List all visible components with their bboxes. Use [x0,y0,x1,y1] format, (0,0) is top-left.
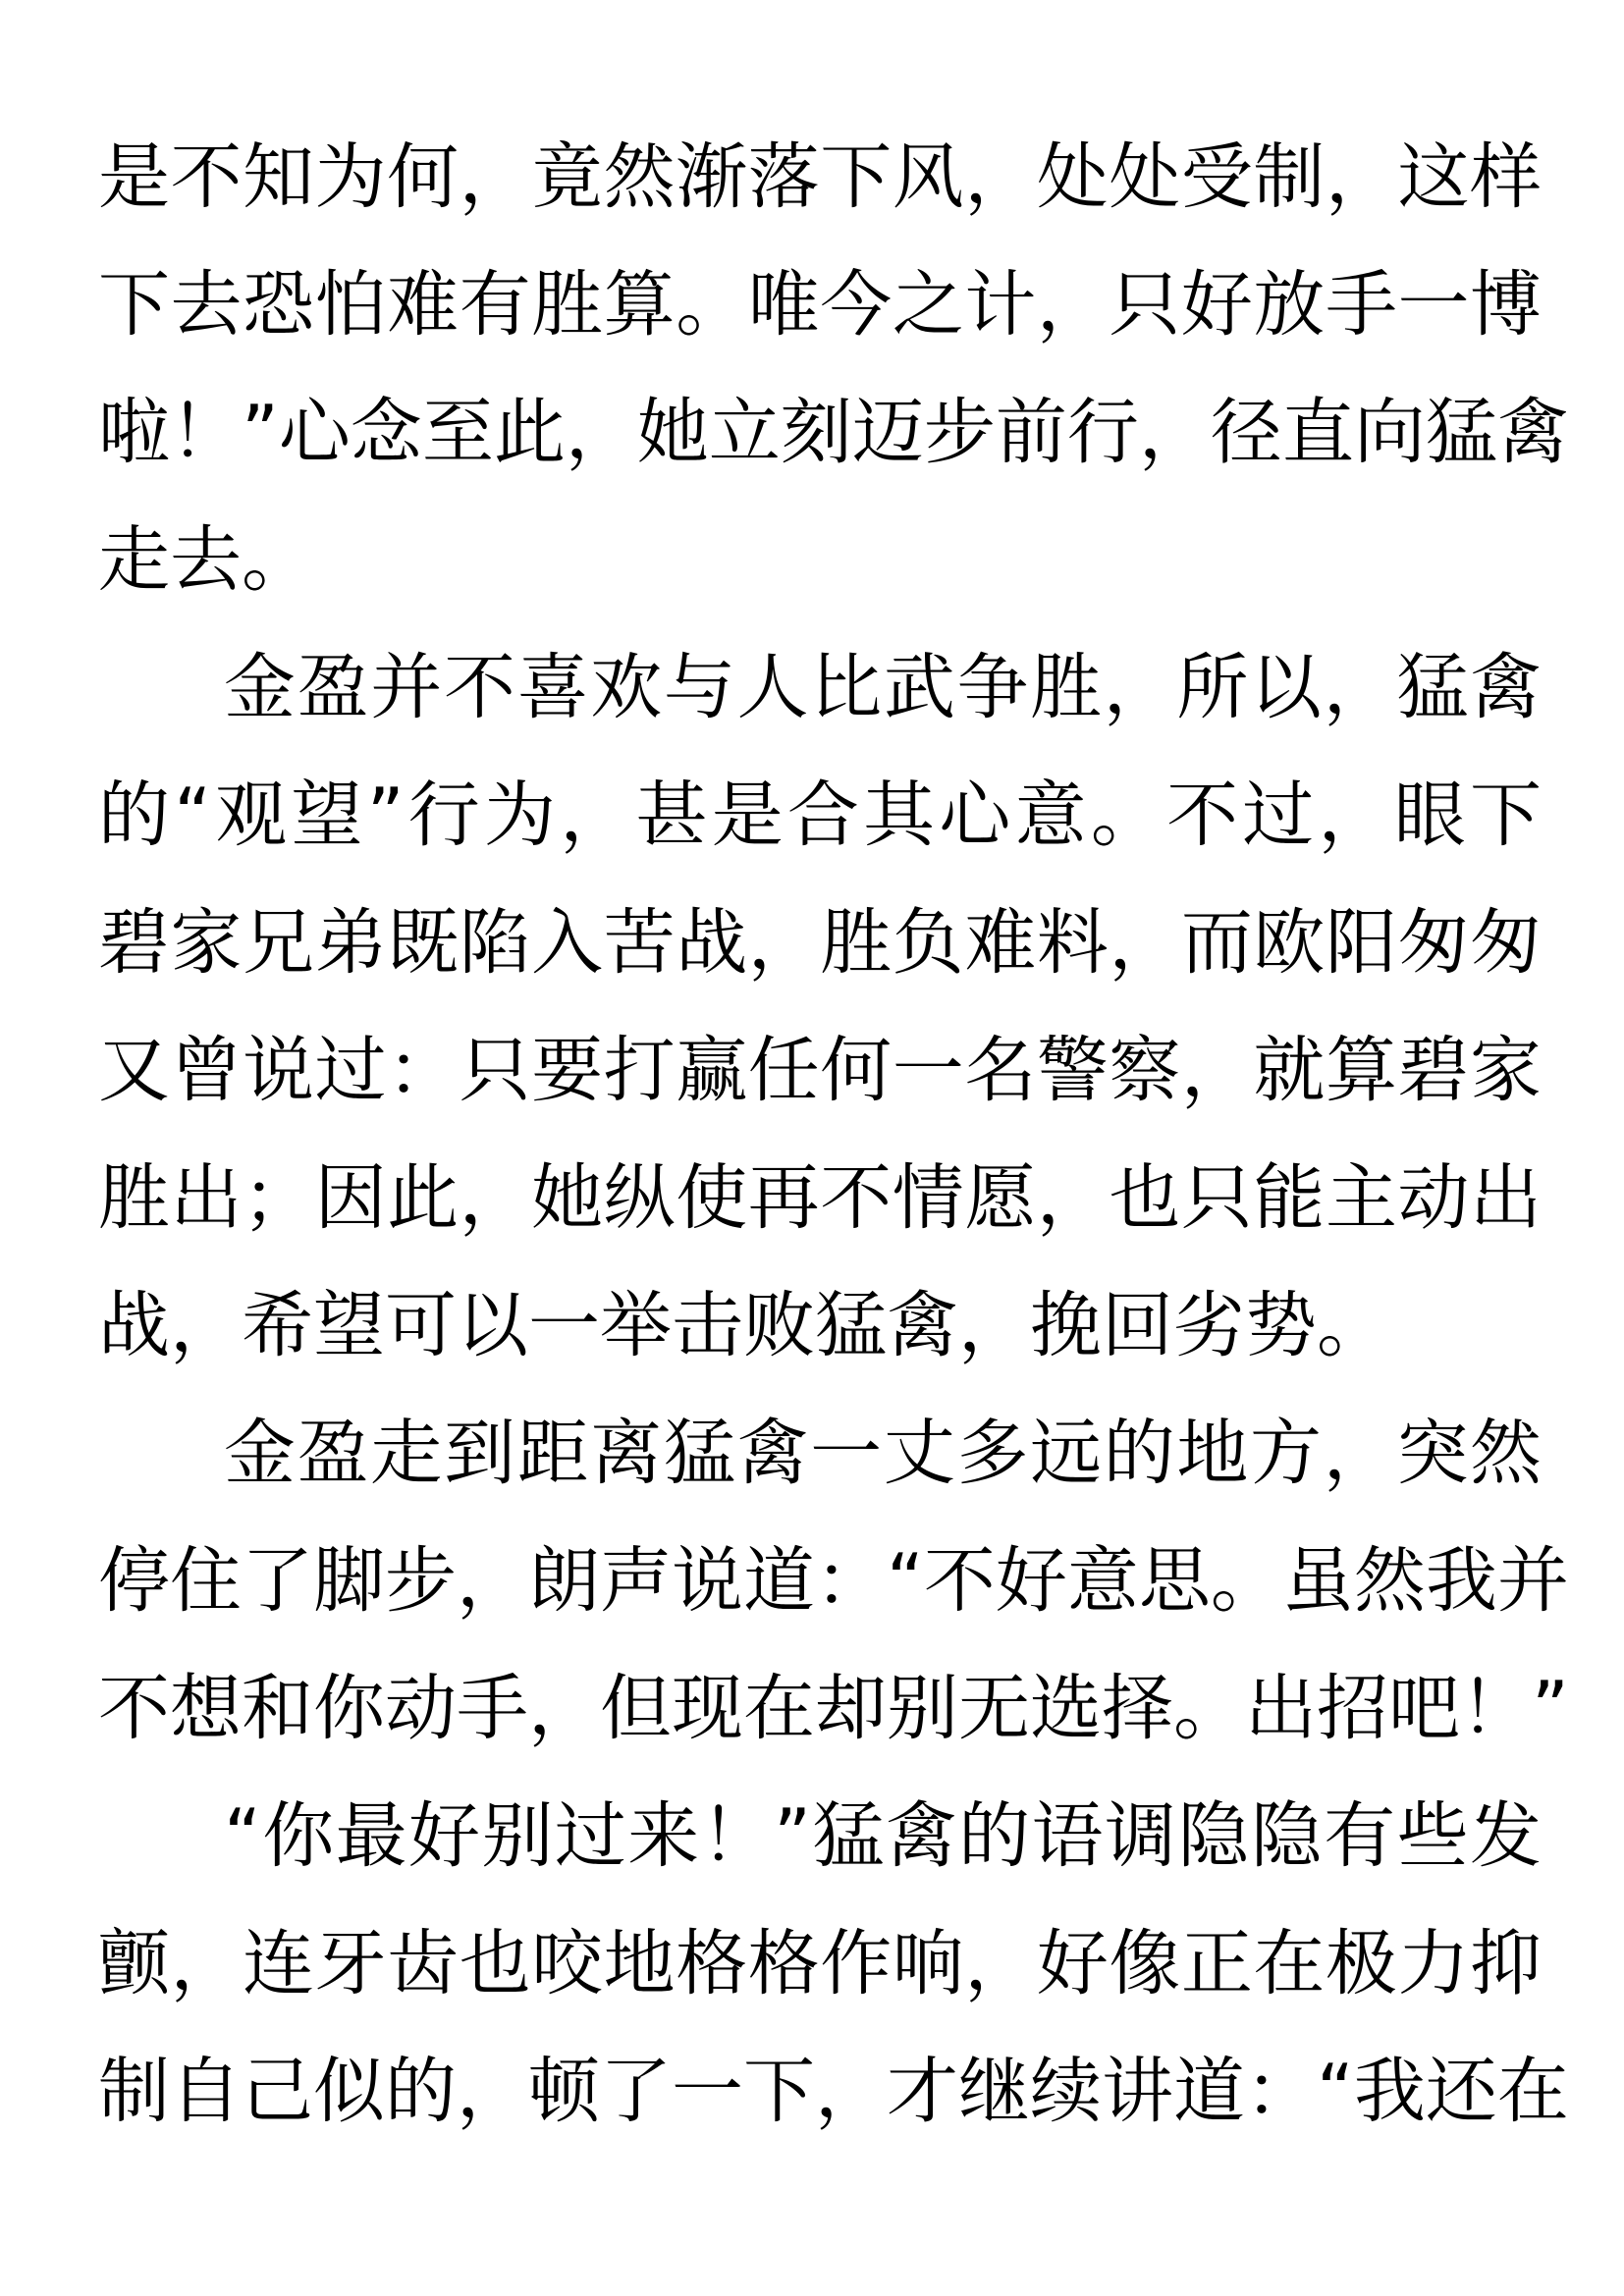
text-line: 停住了脚步，朗声说道：“不好意思。虽然我并 [98,1539,1569,1623]
text-line: 又曾说过：只要打赢任何一名警察，就算碧家 [98,1029,1542,1112]
text-line: 颤，连牙齿也咬地格格作响，好像正在极力抑 [98,1922,1542,2005]
text-line: 啦！”心念至此，她立刻迈步前行，径直向猛禽 [98,391,1569,474]
text-line: 下去恐怕难有胜算。唯今之计，只好放手一博 [98,263,1542,347]
body-text [98,114,1569,2156]
text-line: 不想和你动手，但现在却别无选择。出招吧！” [98,1667,1569,1750]
text-line: “你最好别过来！”猛禽的语调隐隐有些发 [224,1794,1542,1878]
text-line: 制自己似的，顿了一下，才继续讲道：“我还在 [98,2050,1569,2133]
text-line: 走去。 [98,518,313,602]
text-line: 战，希望可以一举击败猛禽，挽回劣势。 [98,1284,1388,1367]
text-line: 金盈走到距离猛禽一丈多远的地方，突然 [224,1412,1542,1495]
text-line: 碧家兄弟既陷入苦战，胜负难料，而欧阳匆匆 [98,901,1542,985]
text-line: 胜出；因此，她纵使再不情愿，也只能主动出 [98,1156,1542,1240]
text-line: 的“观望”行为，甚是合其心意。不过，眼下 [98,774,1542,857]
text-line: 是不知为何，竟然渐落下风，处处受制，这样 [98,135,1542,219]
text-line: 金盈并不喜欢与人比武争胜，所以，猛禽 [224,646,1542,729]
